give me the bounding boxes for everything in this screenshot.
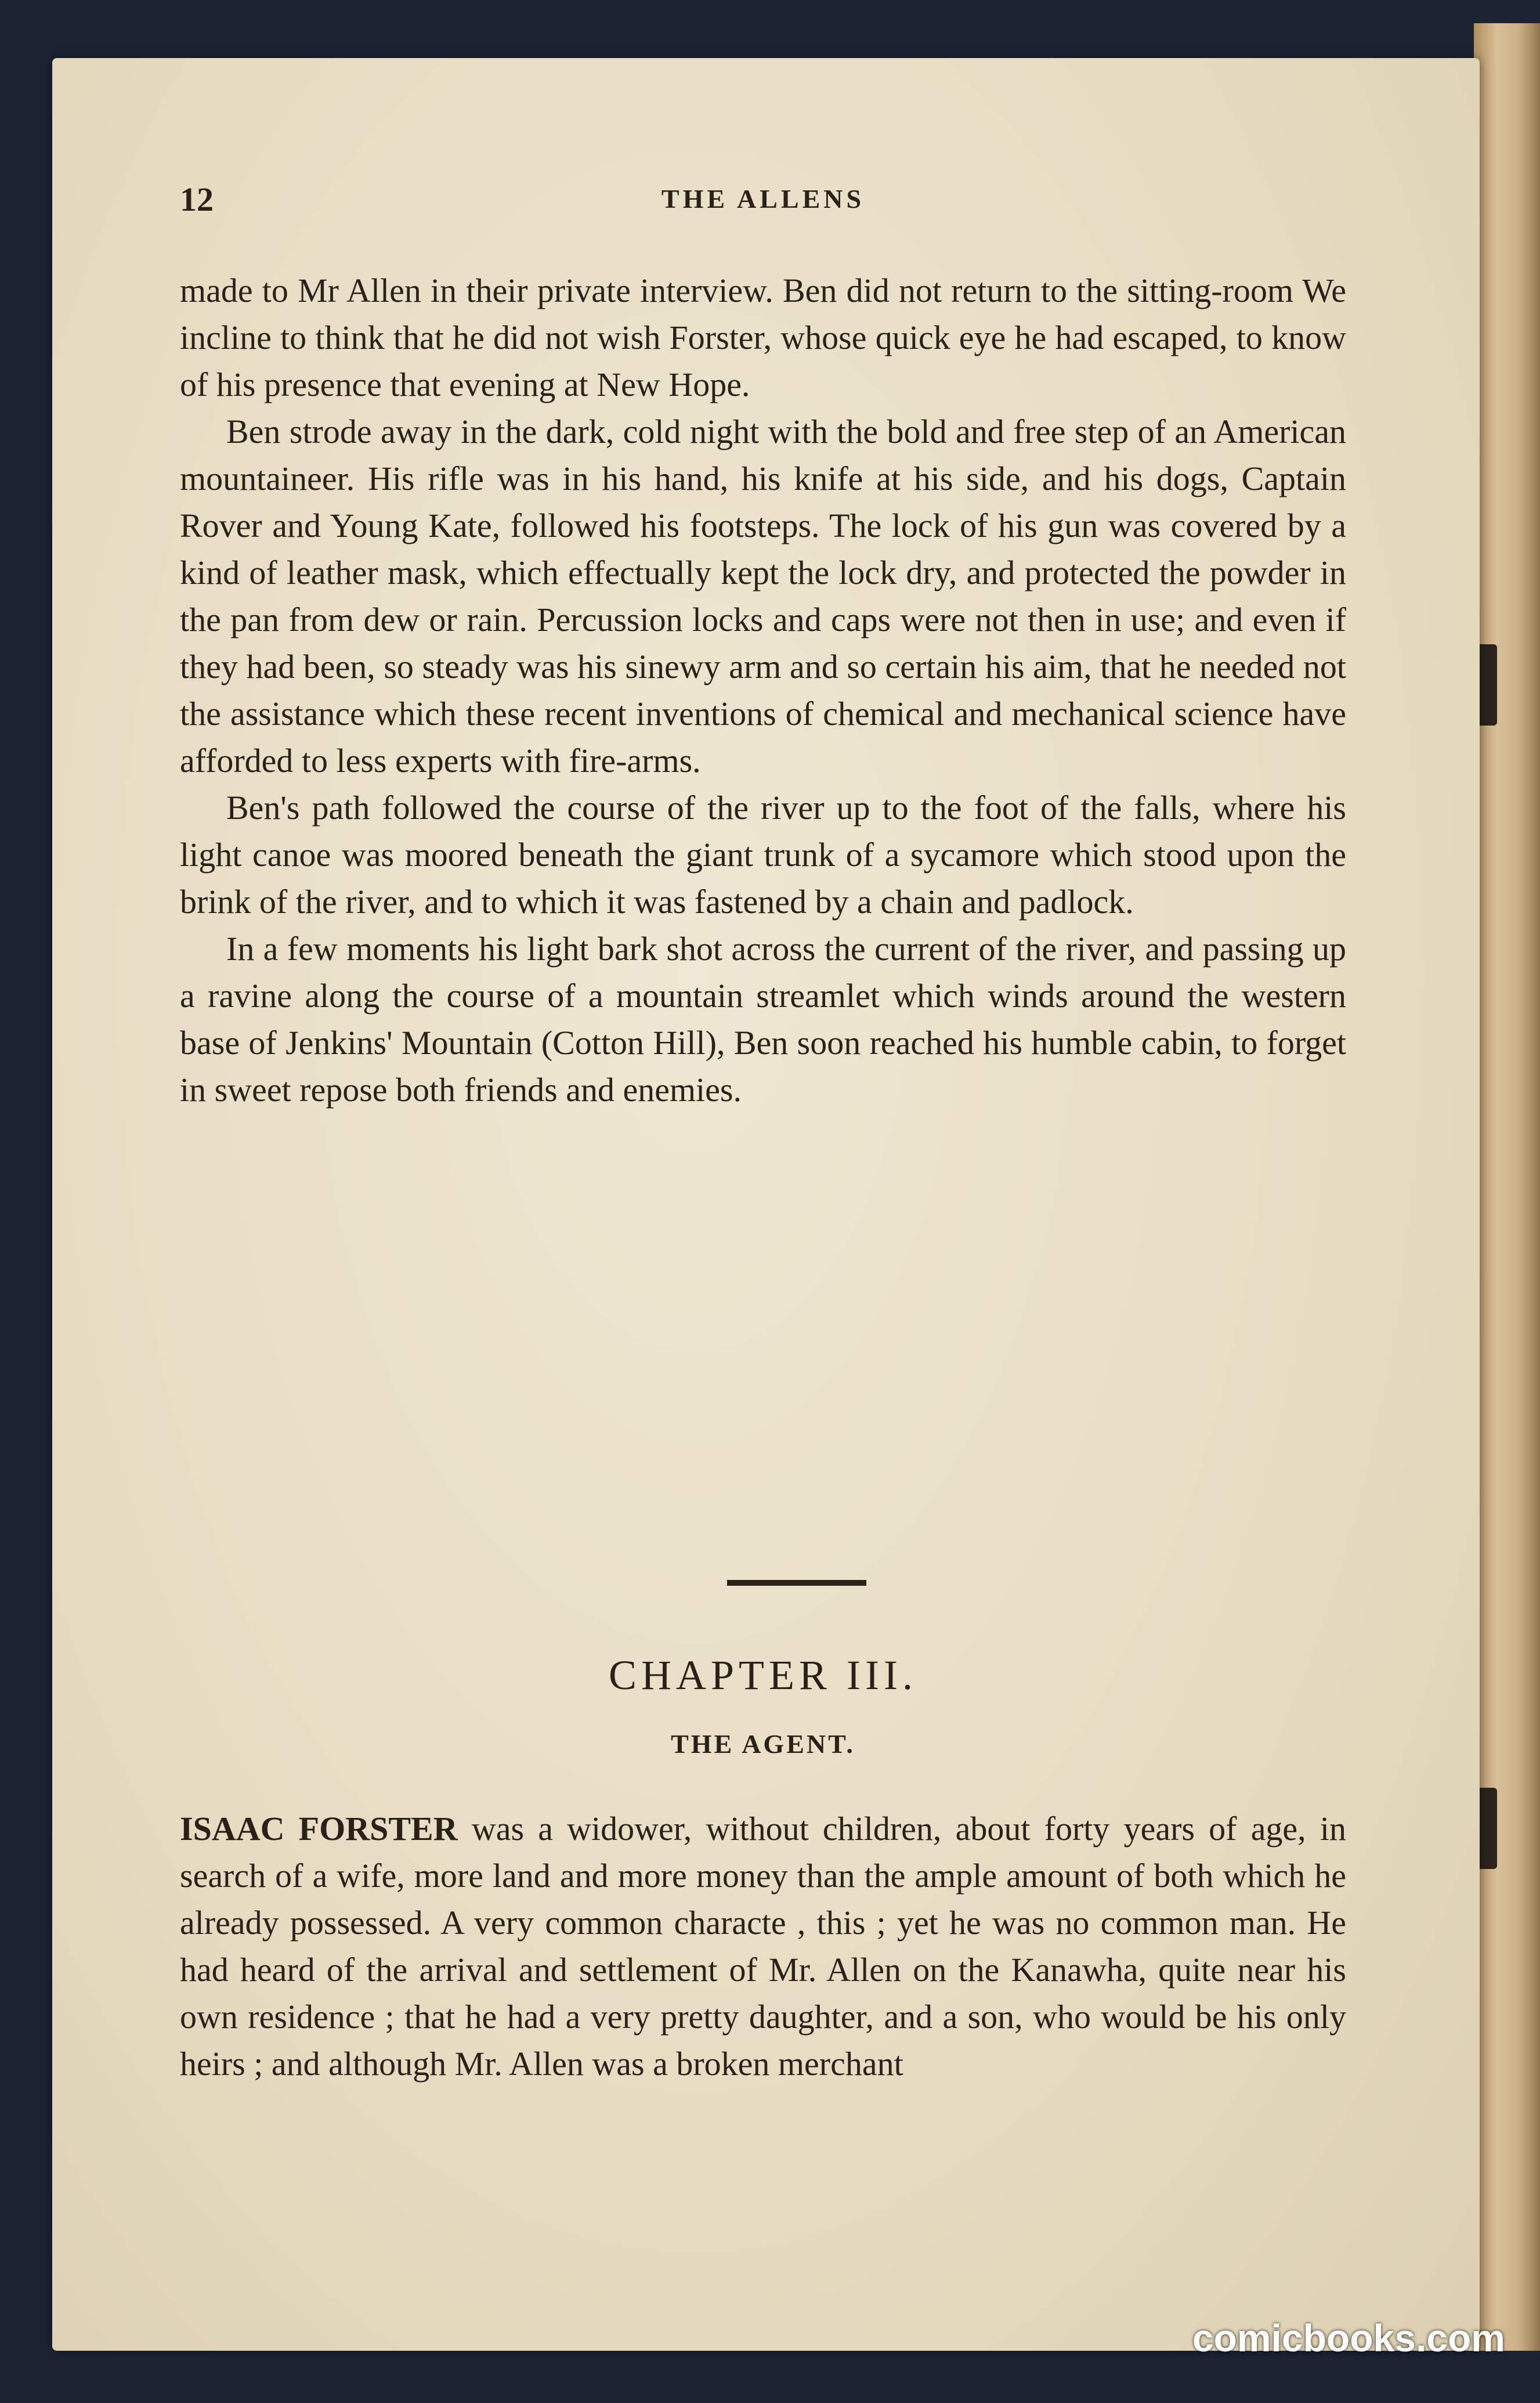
chapter-opening-word: ISAAC FORSTER: [180, 1810, 458, 1848]
chapter-heading: CHAPTER III.: [609, 1652, 917, 1698]
paragraph: Ben's path followed the course of the river up to the foot of the falls, where his light canoe was moored beneath the giant trunk of a sycamore which stood upon the brink of the river, and to which it was fastened by a chain and padlock.: [180, 789, 1346, 921]
chapter-body-text: [180, 1805, 1346, 2087]
chapter-opening-paragraph: [180, 1805, 1346, 2087]
book-page: [52, 58, 1480, 2351]
running-head: [180, 180, 1346, 226]
chapter-subtitle: THE AGENT.: [671, 1729, 855, 1759]
page-number: 12: [180, 181, 214, 218]
running-head-title: THE ALLENS: [661, 184, 865, 214]
watermark-logo: comicbooks.com: [1192, 2317, 1505, 2359]
book-spine: [1474, 23, 1540, 2351]
paragraph: Ben strode away in the dark, cold night with the bold and free step of an American mountaineer. His rifle was in his hand, his knife at his side, and his dogs, Captain Rover and Young Kate, followed his footsteps. The lock of his gun was covered by a kind of leather mask, which effectually kept the lock dry, and protected the powder in the pan from dew or rain. Percussion locks and caps were not then in use; and even if they had been, so steady was his sinewy arm and so certain his aim, that he needed not the assistance which these recent inventions of chemical and mechanical science have afforded to less experts with fire-arms.: [180, 413, 1346, 780]
body-text-continued: [180, 267, 1346, 1113]
section-divider: [727, 1580, 866, 1586]
paragraph: In a few moments his light bark shot across the current of the river, and passing up a ravine along the course of a mountain streamlet which winds around the western base of Jenkins' Mountain (Cotton Hill), Ben soon reached his humble cabin, to forget in sweet repose both friends and enemies.: [180, 930, 1346, 1109]
chapter-opening-text: was a widower, without children, about forty years of age, in search of a wife, more land and more money than the ample amount of both which he already possessed. A very common characte , this ; yet he was no common man. He had heard of the arrival and settlement of Mr. Allen on the Kanawha, quite near his own residence ; that he had a very pretty daughter, and a son, who would be his only heirs ; and although Mr. Allen was a broken merchant: [180, 1810, 1346, 2083]
paragraph: made to Mr Allen in their private interview. Ben did not return to the sitting-room We incline to think that he did not wish Forster, whose quick eye he had escaped, to know of his presence that evening at New Hope.: [180, 272, 1346, 403]
